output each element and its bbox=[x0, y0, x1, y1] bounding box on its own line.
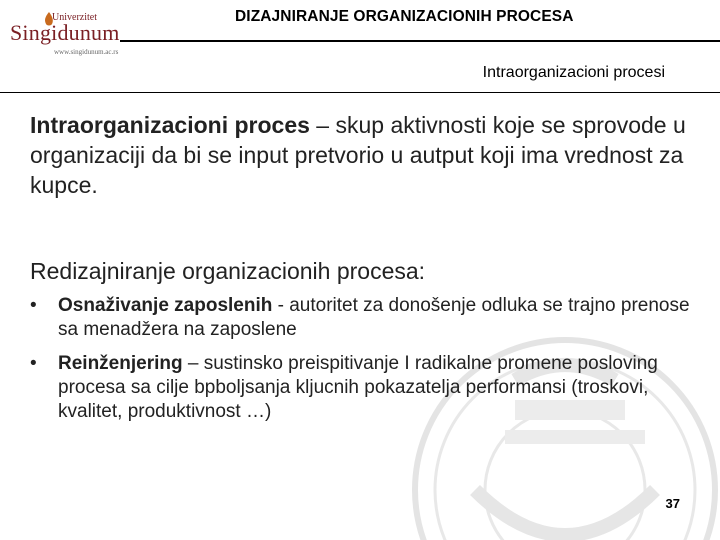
definition-text: – skup aktivnosti koje se sprovode u organizaciji da bi se input pretvorio u autput koji ima vrednost za kupce. bbox=[30, 112, 686, 198]
logo-small-text: Univerzitet bbox=[52, 12, 97, 23]
subtitle-divider bbox=[0, 92, 720, 93]
slide-subtitle: Intraorganizacioni procesi bbox=[482, 64, 665, 81]
definition-term: Intraorganizacioni proces bbox=[30, 112, 310, 138]
redesign-heading: Redizajniranje organizacionih procesa: bbox=[30, 258, 426, 284]
list-item bbox=[26, 352, 696, 424]
bullet-list bbox=[26, 294, 696, 434]
logo-url: www.singidunum.ac.rs bbox=[54, 48, 119, 56]
bullet-term: Osnaživanje zaposlenih bbox=[58, 295, 273, 316]
bullet-term: Reinženjering bbox=[58, 353, 183, 374]
bullet-text: – sustinsko preispitivanje I radikalne promene posloving procesa sa cilje bpboljsanja kljucnih pokazatelja performansi (troskovi, kvalitet, produktivnost …) bbox=[58, 353, 658, 422]
logo-name: Singidunum bbox=[10, 20, 120, 45]
list-item bbox=[26, 294, 696, 342]
header-divider bbox=[120, 40, 720, 42]
bullet-marker: • bbox=[30, 295, 37, 316]
bullet-marker: • bbox=[30, 353, 37, 374]
university-logo[interactable] bbox=[8, 12, 120, 58]
definition-paragraph bbox=[30, 110, 700, 200]
page-number: 37 bbox=[665, 496, 680, 511]
bullet-text: - autoritet za donošenje odluka se trajno prenose sa menadžera na zaposlene bbox=[58, 295, 690, 340]
slide-header-title: DIZAJNIRANJE ORGANIZACIONIH PROCESA bbox=[235, 8, 574, 25]
